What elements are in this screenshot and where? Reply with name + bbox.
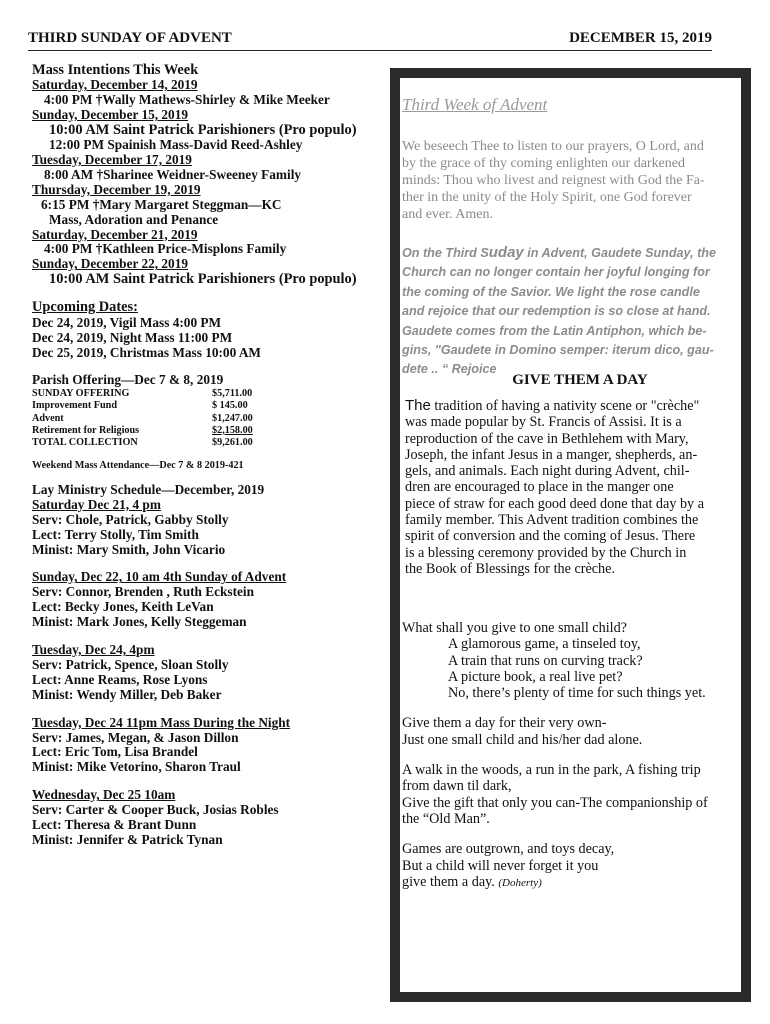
- offering-row: [32, 425, 387, 437]
- poem-intro: What shall you give to one small child?: [402, 620, 627, 636]
- upcoming-list: [32, 316, 387, 361]
- offering-value: $2,158.00: [212, 424, 253, 436]
- poem-line: Give the gift that only you can-The companionship of: [402, 794, 708, 811]
- offering-label: TOTAL COLLECTION: [32, 436, 138, 448]
- offering-row: [32, 388, 387, 400]
- story-first-word: The: [405, 397, 431, 414]
- mass-line: 4:00 PM †Kathleen Price-Misplons Family: [44, 241, 287, 257]
- offering-row: [32, 400, 387, 412]
- gaudete-line: gins, "Gaudete in Domino semper: iterum dico, gau-: [402, 343, 714, 358]
- offering-value: $5,711.00: [212, 388, 253, 400]
- poem-line: No, there’s plenty of time for such things yet.: [448, 685, 706, 702]
- offering-value: $9,261.00: [212, 436, 253, 448]
- ministry-heading: Wednesday, Dec 25 10am: [32, 787, 176, 803]
- mass-line: Sunday, December 15, 2019: [32, 107, 188, 123]
- ministry-line: Minist: Mary Smith, John Vicario: [32, 541, 226, 557]
- ministry-line: Serv: James, Megan, & Jason Dillon: [32, 729, 239, 745]
- story-line: spirit of conversion and the coming of Jesus. There: [405, 528, 696, 545]
- mass-line: Sunday, December 22, 2019: [32, 256, 188, 272]
- prayer-line: We beseech Thee to listen to our prayers, O Lord, and: [402, 139, 704, 154]
- gaudete-b: in Advent, Gaudete Sunday, the: [523, 246, 716, 260]
- ministry-line: Serv: Chole, Patrick, Gabby Stolly: [32, 511, 229, 527]
- gaudete-line: Church can no longer contain her joyful longing for: [402, 265, 710, 280]
- poem-line: A walk in the woods, a run in the park, A fishing trip: [402, 762, 701, 779]
- poem-line: A train that runs on curving track?: [448, 652, 643, 669]
- ministry-schedule: [32, 498, 387, 848]
- attendance: Weekend Mass Attendance—Dec 7 & 8 2019-421: [32, 459, 244, 471]
- story-line: Joseph, the infant Jesus in a manger, shepherds, an-: [405, 446, 698, 463]
- ministry-line: Lect: Anne Reams, Rose Lyons: [32, 671, 208, 687]
- ministry-heading: Saturday Dec 21, 4 pm: [32, 496, 161, 512]
- story-line: reproduction of the cave in Bethlehem with Mary,: [405, 430, 689, 447]
- story-first-line: tradition of having a nativity scene or "crèche": [430, 398, 700, 414]
- story-line: is a blessing ceremony provided by the Church in: [405, 544, 687, 561]
- poem-line: from dawn til dark,: [402, 778, 512, 795]
- prayer-line: and ever. Amen.: [402, 207, 493, 222]
- gaudete-line: and rejoice that our redemption is so close at hand.: [402, 304, 711, 319]
- prayer-line: minds: Thou who livest and reignest with God the Fa-: [402, 173, 705, 188]
- poem-line: But a child will never forget it you: [402, 857, 599, 874]
- poem-last-line: give them a day.: [402, 873, 495, 890]
- left-column: [32, 63, 387, 848]
- story-line: the Book of Blessings for the crèche.: [405, 560, 615, 577]
- mass-line: 8:00 AM †Sharinee Weidner-Sweeney Family: [44, 166, 302, 182]
- ministry-line: Lect: Becky Jones, Keith LeVan: [32, 599, 214, 615]
- ministry-line: Minist: Wendy Miller, Deb Baker: [32, 686, 222, 702]
- gaudete-line: the coming of the Savior. We light the rose candle: [402, 284, 700, 299]
- gaudete-sud: uday: [488, 244, 524, 261]
- mass-line: 4:00 PM †Wally Mathews-Shirley & Mike Meeker: [44, 92, 330, 108]
- mass-line: 6:15 PM †Mary Margaret Steggman—KC: [41, 196, 282, 212]
- mass-line: Tuesday, December 17, 2019: [32, 152, 192, 168]
- ministry-line: Lect: Eric Tom, Lisa Brandel: [32, 744, 198, 760]
- ministry-line: Minist: Jennifer & Patrick Tynan: [32, 832, 223, 847]
- ministry-heading: Sunday, Dec 22, 10 am 4th Sunday of Advent: [32, 569, 287, 585]
- mass-line: Saturday, December 21, 2019: [32, 226, 198, 242]
- poem: [402, 620, 742, 891]
- advent-title: Third Week of Advent: [402, 95, 548, 114]
- ministry-heading: Tuesday, Dec 24 11pm Mass During the Night: [32, 714, 291, 730]
- story-line: gels, and animals. Each night during Advent, chil-: [405, 463, 690, 480]
- upcoming-line: Dec 24, 2019, Night Mass 11:00 PM: [32, 329, 233, 345]
- mass-line: 12:00 PM Spainish Mass-David Reed-Ashley: [49, 137, 303, 153]
- gaudete-line: dete .. “ Rejoice: [402, 362, 497, 377]
- gaudete-text: [402, 243, 734, 380]
- story-line: family member. This Advent tradition combines the: [405, 512, 699, 529]
- offering-label: Retirement for Religious: [32, 424, 140, 436]
- gaudete-a: On the Third S: [402, 246, 489, 260]
- give-story: [405, 398, 735, 577]
- poem-attribution: (Doherty): [498, 876, 542, 889]
- prayer-line: by the grace of thy coming enlighten our darkened: [402, 156, 686, 171]
- ministry-line: Serv: Connor, Brenden , Ruth Eckstein: [32, 584, 255, 600]
- header-date: DECEMBER 15, 2019: [569, 30, 712, 46]
- prayer-line: ther in the unity of the Holy Spirit, one God forever: [402, 190, 692, 205]
- ministry-line: Lect: Theresa & Brant Dunn: [32, 817, 197, 833]
- gaudete-line: Gaudete comes from the Latin Antiphon, which be-: [402, 323, 707, 338]
- ministry-heading: Tuesday, Dec 24, 4pm: [32, 642, 155, 658]
- mass-line: 10:00 AM Saint Patrick Parishioners (Pro populo): [49, 121, 357, 138]
- poem-line: the “Old Man”.: [402, 810, 490, 827]
- upcoming-line: Dec 25, 2019, Christmas Mass 10:00 AM: [32, 344, 261, 360]
- advent-prayer: [402, 138, 734, 223]
- poem-line: Games are outgrown, and toys decay,: [402, 841, 615, 858]
- offering-label: Advent: [32, 412, 64, 424]
- ministry-title: Lay Ministry Schedule—December, 2019: [32, 481, 265, 497]
- ministry-line: Serv: Carter & Cooper Buck, Josias Robles: [32, 802, 279, 818]
- mass-line: 10:00 AM Saint Patrick Parishioners (Pro populo): [49, 271, 357, 288]
- ministry-line: Minist: Mark Jones, Kelly Steggeman: [32, 614, 247, 630]
- story-line: dren are encouraged to place in the manger one: [405, 479, 674, 496]
- offering-label: SUNDAY OFFERING: [32, 388, 130, 400]
- poem-line: Give them a day for their very own-: [402, 715, 607, 732]
- offering-row: [32, 413, 387, 425]
- story-line: was made popular by St. Francis of Assisi. It is a: [405, 414, 682, 431]
- mass-line: Mass, Adoration and Penance: [49, 211, 219, 227]
- header-title: THIRD SUNDAY OF ADVENT: [28, 30, 232, 46]
- ministry-line: Lect: Terry Stolly, Tim Smith: [32, 526, 199, 542]
- poem-line: A glamorous game, a tinseled toy,: [448, 636, 641, 653]
- story-line: piece of straw for each good deed done that day by a: [405, 495, 704, 512]
- mass-line: Thursday, December 19, 2019: [32, 181, 201, 197]
- upcoming-line: Dec 24, 2019, Vigil Mass 4:00 PM: [32, 314, 222, 330]
- upcoming-title: Upcoming Dates:: [32, 299, 138, 316]
- offering-title: Parish Offering—Dec 7 & 8, 2019: [32, 372, 224, 388]
- poem-line: Just one small child and his/her dad alone.: [402, 731, 643, 748]
- offering-value: $ 145.00: [212, 400, 248, 412]
- ministry-line: Minist: Mike Vetorino, Sharon Traul: [32, 759, 241, 775]
- page-header: [28, 30, 712, 51]
- give-title: GIVE THEM A DAY: [512, 372, 648, 388]
- offering-value: $1,247.00: [212, 412, 253, 424]
- offering-table: [32, 388, 387, 448]
- offering-label: Improvement Fund: [32, 400, 117, 412]
- poem-line: A picture book, a real live pet?: [448, 668, 623, 685]
- ministry-line: Serv: Patrick, Spence, Sloan Stolly: [32, 656, 229, 672]
- mass-line: Saturday, December 14, 2019: [32, 77, 198, 93]
- offering-row: [32, 437, 387, 449]
- mass-intentions-list: [32, 78, 387, 287]
- mass-intentions-title: Mass Intentions This Week: [32, 62, 199, 78]
